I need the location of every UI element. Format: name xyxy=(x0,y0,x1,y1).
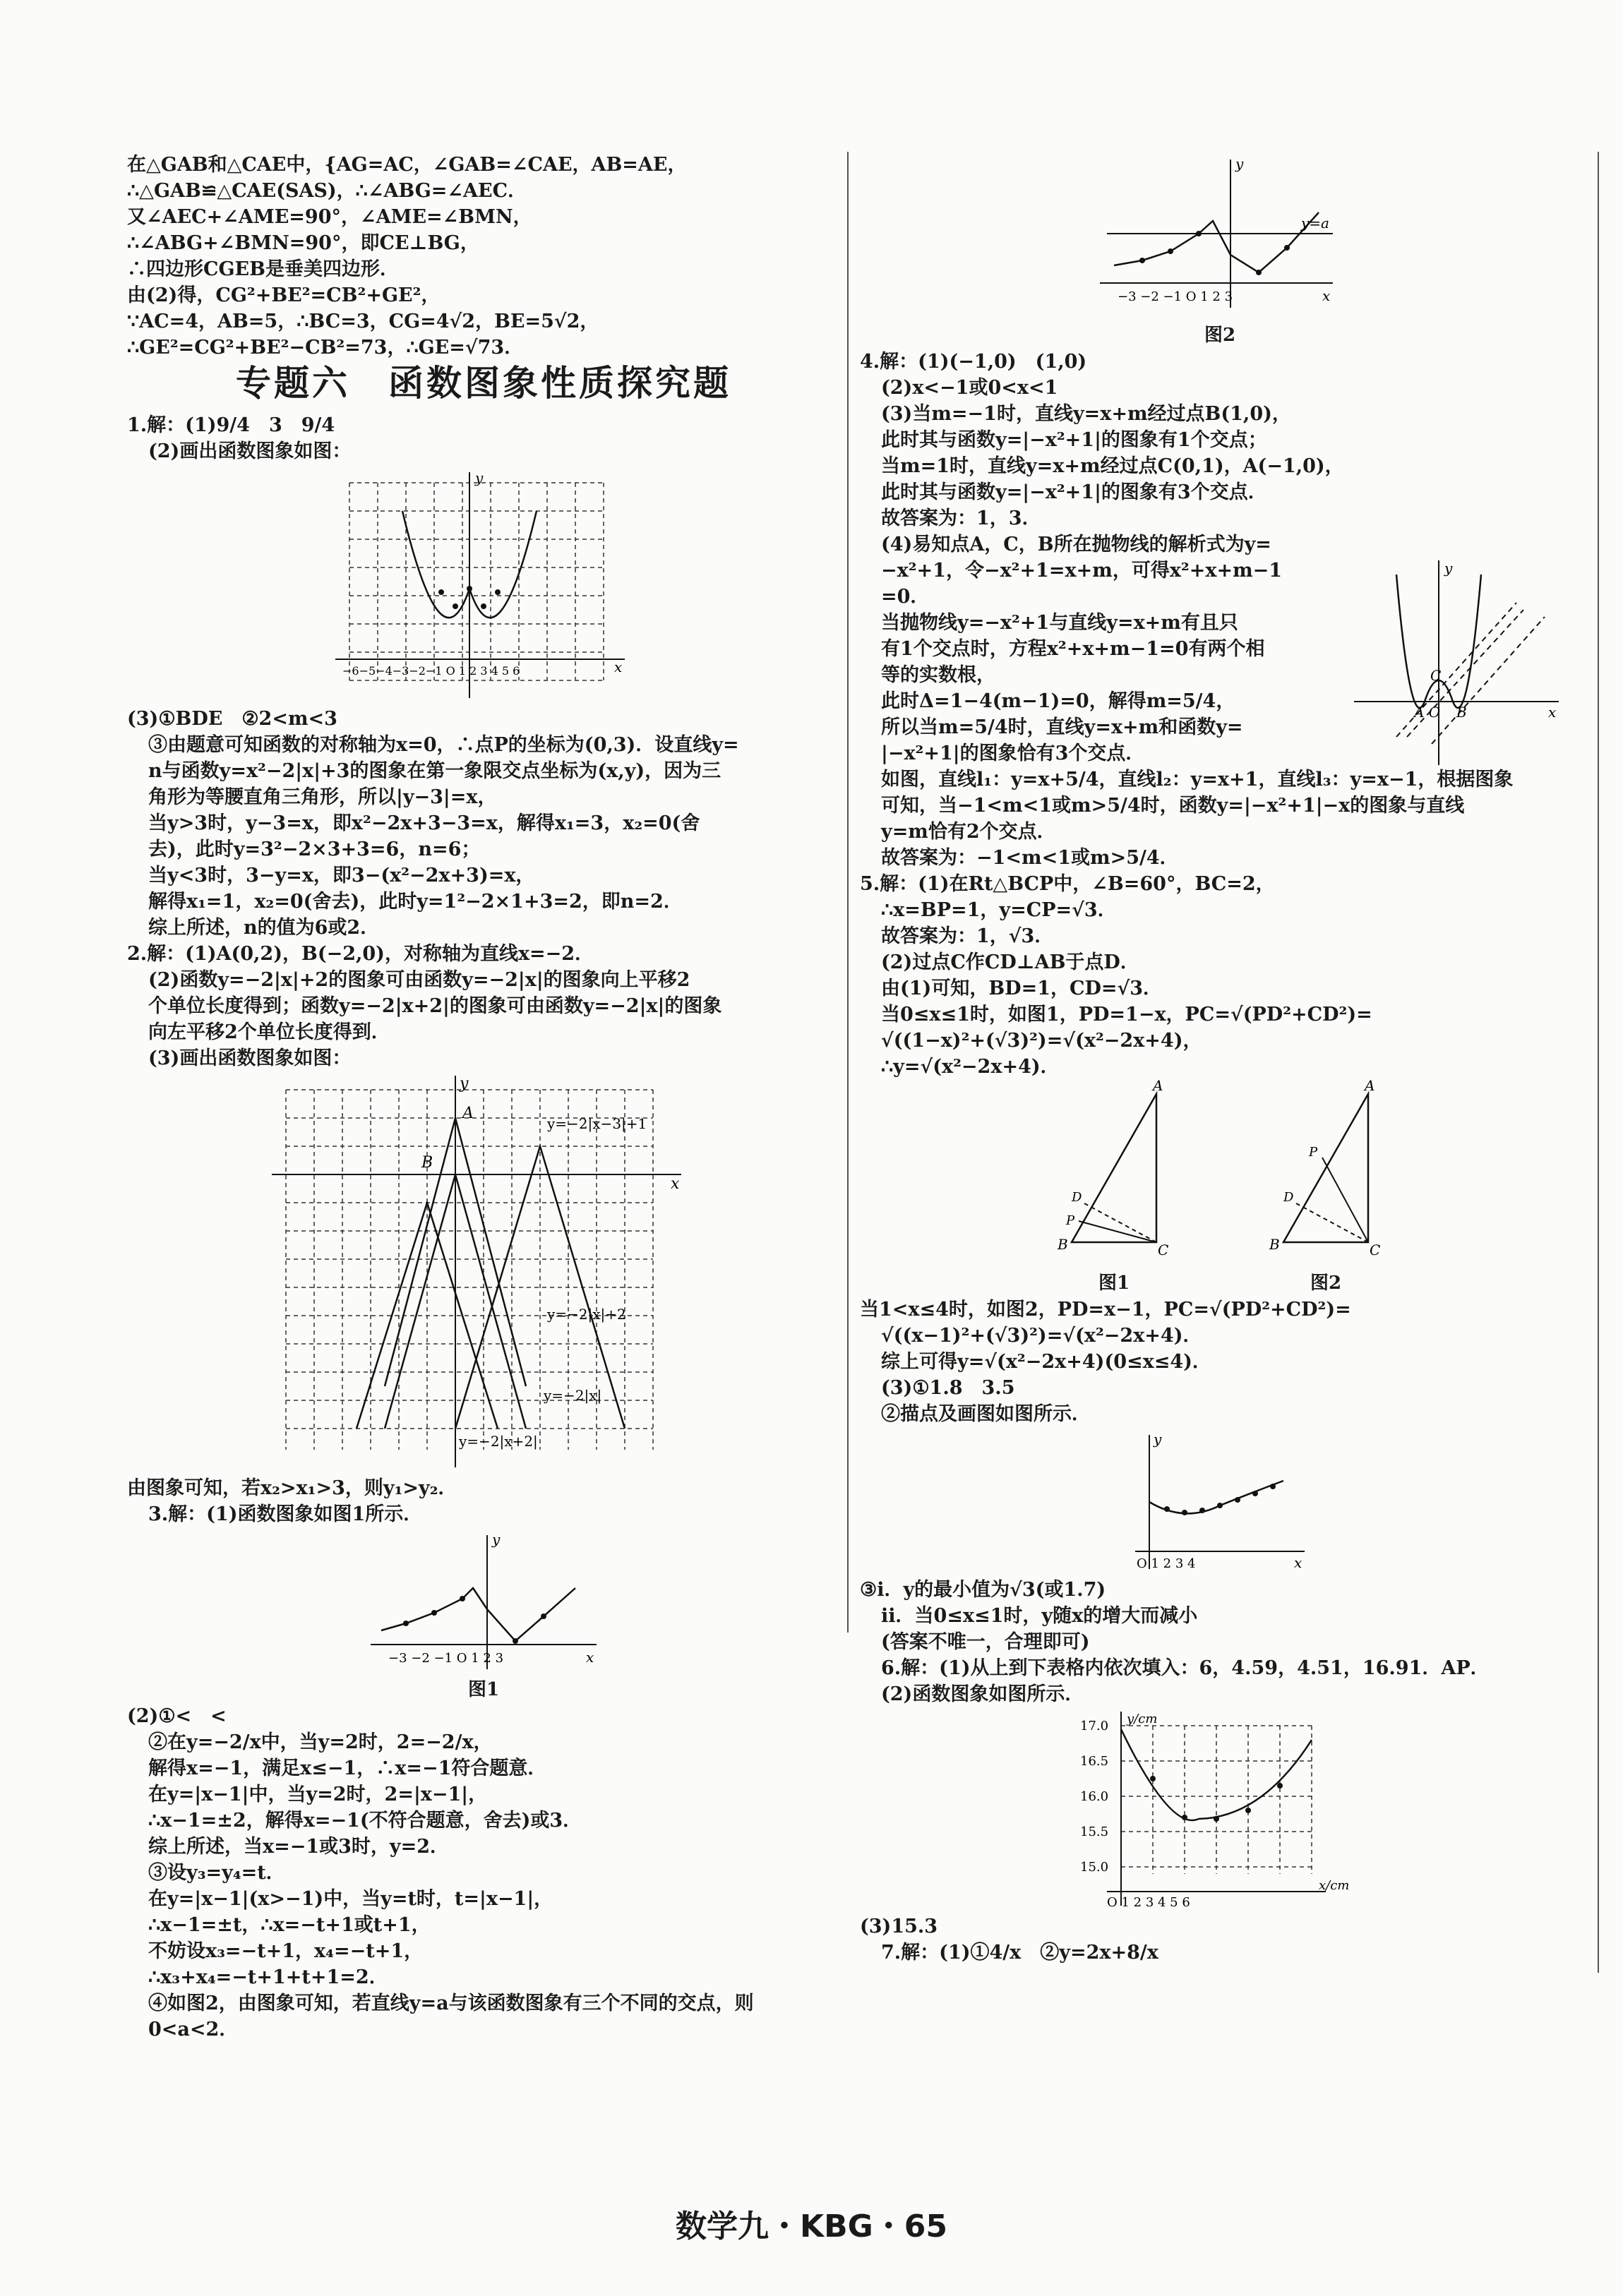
svg-text:y: y xyxy=(1154,1431,1162,1448)
text-line: (2)x<−1或0<x<1 xyxy=(881,377,1058,399)
text-line: 不妨设x₃=−t+1，x₄=−t+1， xyxy=(148,1940,424,1962)
svg-text:B: B xyxy=(421,1154,433,1172)
text-line: (2)①< < xyxy=(127,1705,227,1727)
text-line: −x²+1，令−x²+1=x+m，可得x²+x+m−1 xyxy=(881,560,1283,582)
text-line: 故答案为：−1<m<1或m>5/4． xyxy=(881,847,1179,869)
text-line: ∴△GAB≌△CAE(SAS)，∴∠ABG=∠AEC． xyxy=(127,180,527,202)
text-line: 此时其与函数y=|−x²+1|的图象有1个交点； xyxy=(881,429,1267,451)
text-line: ∴x−1=±t，∴x=−t+1或t+1， xyxy=(148,1914,431,1936)
svg-text:D: D xyxy=(1072,1190,1082,1205)
q5-figure-2-caption: 图2 xyxy=(1310,1273,1342,1294)
question-1 xyxy=(127,412,840,464)
text-line: 向左平移2个单位长度得到． xyxy=(148,1021,390,1043)
text-line: 角形为等腰直角三角形，所以|y−3|=x， xyxy=(148,786,497,808)
text-line: 2.解：(1)A(0,2)，B(−2,0)，对称轴为直线x=−2． xyxy=(127,943,594,965)
label-l2: y=−2|x|+2 xyxy=(547,1306,626,1323)
svg-text:A O: A O xyxy=(1414,704,1441,721)
text-line: 在y=|x−1|中，当y=2时，2=|x−1|， xyxy=(148,1784,488,1805)
right-column xyxy=(860,152,1580,1966)
text-line: (3)当m=−1时，直线y=x+m经过点B(1,0)， xyxy=(881,403,1291,425)
q4-parabola-graph xyxy=(1354,560,1566,772)
text-line: (3)①1.8 3.5 xyxy=(881,1377,1015,1399)
text-line: =0． xyxy=(881,586,930,608)
svg-text:B: B xyxy=(1269,1236,1280,1253)
text-line: 当0≤x≤1时，如图1，PD=1−x，PC=√(PD²+CD²)= xyxy=(881,1004,1372,1026)
text-line: ∵AC=4，AB=5，∴BC=3，CG=4√2，BE=5√2， xyxy=(127,311,599,332)
text-line: 此时Δ=1−4(m−1)=0，解得m=5/4， xyxy=(881,690,1235,712)
svg-text:B: B xyxy=(1058,1236,1068,1253)
svg-text:A: A xyxy=(1365,1080,1375,1094)
text-line: (2)画出函数图象如图： xyxy=(148,440,352,462)
text-line: 3.解：(1)函数图象如图1所示． xyxy=(148,1503,423,1525)
text-line: 可知，当−1<m<1或m>5/4时，函数y=|−x²+1|−x的图象与直线 xyxy=(881,795,1465,817)
label-l4: y=−2|x+2| xyxy=(459,1433,538,1450)
text-line: 个单位长度得到；函数y=−2|x+2|的图象可由函数y=−2|x|的图象 xyxy=(148,995,722,1017)
text-line: 当1<x≤4时，如图2，PD=x−1，PC=√(PD²+CD²)= xyxy=(860,1299,1351,1321)
text-line: ∴x=BP=1，y=CP=√3． xyxy=(881,899,1117,921)
svg-text:17.0: 17.0 xyxy=(1080,1719,1109,1733)
svg-text:y: y xyxy=(1235,156,1244,172)
text-line: ∴四边形CGEB是垂美四边形． xyxy=(127,258,399,280)
text-line: (2)函数图象如图所示． xyxy=(881,1683,1084,1705)
text-line: √((1−x)²+(√3)²)=√(x²−2x+4)， xyxy=(881,1030,1202,1052)
question-3-part2 xyxy=(127,1703,840,2043)
text-line: ③由题意可知函数的对称轴为x=0，∴点P的坐标为(0,3)．设直线y= xyxy=(148,734,739,756)
q3-figure-1-caption: 图1 xyxy=(467,1679,500,1700)
svg-text:15.5: 15.5 xyxy=(1080,1825,1109,1839)
q3-figure-2 xyxy=(1093,156,1347,318)
column-divider xyxy=(847,152,849,1633)
text-line: 综上所述，当x=−1或3时，y=2． xyxy=(148,1836,450,1858)
text-line: 等的实数根， xyxy=(881,664,995,686)
svg-text:A: A xyxy=(462,1105,474,1122)
next-page-edge xyxy=(1598,152,1623,1973)
question-2 xyxy=(127,941,840,1071)
svg-text:15.0: 15.0 xyxy=(1080,1860,1109,1875)
question-4-block xyxy=(860,349,1580,871)
q5-curve-graph xyxy=(1128,1431,1312,1573)
svg-text:P: P xyxy=(1309,1145,1318,1160)
text-line: ②在y=−2/x中，当y=2时，2=−2/x， xyxy=(148,1731,493,1753)
svg-text:D: D xyxy=(1283,1190,1294,1205)
text-line: 综上可得y=√(x²−2x+4)(0≤x≤4)． xyxy=(881,1351,1211,1373)
text-line: 由(1)可知，BD=1，CD=√3． xyxy=(881,978,1163,999)
svg-text:y: y xyxy=(460,1076,469,1093)
text-line: 4.解：(1)(−1,0) (1,0) xyxy=(860,351,1087,373)
svg-text:O 1 2 3 4: O 1 2 3 4 xyxy=(1137,1556,1196,1571)
text-line: ∴∠ABG+∠BMN=90°，即CE⊥BG， xyxy=(127,232,479,254)
q5-triangles xyxy=(860,1080,1580,1297)
text-line: |−x²+1|的图象恰有3个交点． xyxy=(881,743,1145,764)
svg-text:C: C xyxy=(1370,1242,1381,1258)
label-ycm: y/cm xyxy=(1127,1712,1158,1726)
text-line: ②描点及画图如图所示． xyxy=(881,1403,1091,1425)
svg-text:y: y xyxy=(1444,560,1453,577)
text-line: 由图象可知，若x₂>x₁>3，则y₁>y₂． xyxy=(127,1477,457,1499)
text-line: y=m恰有2个交点． xyxy=(881,821,1056,843)
text-line: 如图，直线l₁：y=x+5/4，直线l₂：y=x+1，直线l₃：y=x−1，根据图象 xyxy=(881,769,1514,791)
text-line: √((x−1)²+(√3)²)=√(x²−2x+4)． xyxy=(881,1325,1202,1347)
text-line: (4)易知点A，C，B所在抛物线的解析式为y= xyxy=(881,534,1271,555)
svg-text:x: x xyxy=(1548,704,1557,721)
question-6-7 xyxy=(860,1913,1580,1966)
q5-figure-1-caption: 图1 xyxy=(1098,1273,1130,1294)
svg-text:−3 −2 −1 O 1 2 3: −3 −2 −1 O 1 2 3 xyxy=(1118,289,1233,304)
question-5 xyxy=(860,871,1580,1080)
svg-text:x: x xyxy=(1294,1554,1302,1571)
q6-function-graph xyxy=(1079,1712,1361,1909)
q3-figure-1 xyxy=(364,1532,604,1673)
text-line: ∴GE²=CG²+BE²−CB²=73，∴GE=√73． xyxy=(127,337,524,359)
text-line: ③ⅰ．y的最小值为√3(或1.7) xyxy=(860,1579,1106,1601)
svg-text:16.5: 16.5 xyxy=(1080,1754,1109,1769)
svg-text:x: x xyxy=(1322,287,1331,304)
text-line: ∴x−1=±2，解得x=−1(不符合题意，舍去)或3． xyxy=(148,1810,582,1832)
q1-function-graph xyxy=(335,469,632,702)
svg-text:A: A xyxy=(1153,1080,1163,1094)
svg-text:O 1 2 3 4 5 6: O 1 2 3 4 5 6 xyxy=(1107,1895,1190,1909)
svg-text:x: x xyxy=(614,659,623,675)
text-line: 当y>3时，y−3=x，即x²−2x+3−3=x，解得x₁=3，x₂=0(舍 xyxy=(148,812,700,834)
text-line: 去)，此时y=3²−2×3+3=6，n=6； xyxy=(148,839,481,860)
text-line: 0<a<2． xyxy=(148,2019,239,2040)
svg-text:P: P xyxy=(1066,1213,1075,1228)
text-line: 所以当m=5/4时，直线y=x+m和函数y= xyxy=(881,716,1243,738)
text-line: 在△GAB和△CAE中，{AG=AC，∠GAB=∠CAE，AB=AE， xyxy=(127,154,687,176)
q2-function-graph xyxy=(272,1076,695,1471)
text-line: ⅱ．当0≤x≤1时，y随x的增大而减小 xyxy=(881,1605,1198,1627)
question-1-part3 xyxy=(127,706,840,941)
svg-text:B: B xyxy=(1456,704,1467,721)
label-l3: y=−2|x| xyxy=(544,1387,602,1404)
text-line: 故答案为：1，√3． xyxy=(881,925,1054,947)
svg-text:−3 −2 −1 O 1 2 3: −3 −2 −1 O 1 2 3 xyxy=(388,1651,504,1666)
text-line: (答案不唯一，合理即可) xyxy=(881,1631,1090,1653)
text-line: (2)函数y=−2|x|+2的图象可由函数y=−2|x|的图象向上平移2 xyxy=(148,969,690,991)
text-line: 6.解：(1)从上到下表格内依次填入：6，4.59，4.51，16.91．AP． xyxy=(881,1657,1490,1679)
q3-figure-2-caption: 图2 xyxy=(1204,325,1236,346)
text-line: ∴y=√(x²−2x+4)． xyxy=(881,1056,1060,1078)
svg-text:−6−5−4−3−2−1 O 1 2 3 4 5 6: −6−5−4−3−2−1 O 1 2 3 4 5 6 xyxy=(342,664,520,678)
label-xcm: x/cm xyxy=(1319,1878,1350,1893)
svg-text:y: y xyxy=(475,469,484,486)
text-line: 有1个交点时，方程x²+x+m−1=0有两个相 xyxy=(881,638,1265,660)
section-title: 专题六 函数图象性质探究题 xyxy=(236,363,731,404)
text-line: 故答案为：1，3． xyxy=(881,507,1041,529)
text-line: 当抛物线y=−x²+1与直线y=x+m有且只 xyxy=(881,612,1238,634)
text-line: 由(2)得，CG²+BE²=CB²+GE²， xyxy=(127,284,441,306)
text-line: 综上所述，n的值为6或2． xyxy=(148,917,380,939)
text-line: ∴x₃+x₄=−t+1+t+1=2． xyxy=(148,1966,388,1988)
continued-solution xyxy=(127,152,840,361)
q5-figure-1 xyxy=(1050,1080,1178,1297)
question-5-part2b xyxy=(860,1297,1580,1427)
page-footer: 数学九・KBG・65 xyxy=(676,2208,947,2244)
svg-text:y: y xyxy=(492,1532,501,1548)
text-line: ③设y₃=y₄=t． xyxy=(148,1862,285,1884)
text-line: 5.解：(1)在Rt△BCP中，∠B=60°，BC=2， xyxy=(860,873,1275,895)
text-line: 解得x₁=1，x₂=0(舍去)，此时y=1²−2×1+3=2，即n=2． xyxy=(148,891,683,913)
text-line: 此时其与函数y=|−x²+1|的图象有3个交点． xyxy=(881,481,1267,503)
text-line: 当m=1时，直线y=x+m经过点C(0,1)，A(−1,0)， xyxy=(881,455,1344,477)
q5-figure-2 xyxy=(1262,1080,1389,1297)
text-line: (3)画出函数图象如图： xyxy=(148,1047,352,1069)
text-line: 7.解：(1)①4/x ②y=2x+8/x xyxy=(881,1942,1158,1964)
text-line: 在y=|x−1|(x>−1)中，当y=t时，t=|x−1|， xyxy=(148,1888,553,1910)
svg-text:C: C xyxy=(1430,667,1442,684)
question-5-part3 xyxy=(860,1577,1580,1707)
svg-text:16.0: 16.0 xyxy=(1080,1789,1109,1804)
left-column xyxy=(127,152,840,2043)
label-ya: y=a xyxy=(1301,215,1329,232)
text-line: (3)①BDE ②2<m<3 xyxy=(127,708,337,730)
label-l1: y=−2|x−3|+1 xyxy=(547,1115,647,1132)
svg-text:C: C xyxy=(1158,1242,1169,1258)
text-line: n与函数y=x²−2|x|+3的图象在第一象限交点坐标为(x,y)，因为三 xyxy=(148,760,721,782)
text-line: (2)过点C作CD⊥AB于点D． xyxy=(881,951,1139,973)
svg-text:x: x xyxy=(586,1649,594,1666)
text-line: ④如图2，由图象可知，若直线y=a与该函数图象有三个不同的交点，则 xyxy=(148,1993,754,2014)
text-line: 又∠AEC+∠AME=90°，∠AME=∠BMN， xyxy=(127,206,532,228)
svg-text:x: x xyxy=(671,1175,680,1193)
question-2-conclusion xyxy=(127,1475,840,1527)
text-line: 当y<3时，3−y=x，即3−(x²−2x+3)=x， xyxy=(148,865,535,886)
text-line: 1.解：(1)9/4 3 9/4 xyxy=(127,414,335,436)
text-line: 解得x=−1，满足x≤−1，∴x=−1符合题意． xyxy=(148,1757,547,1779)
text-line: (3)15.3 xyxy=(860,1916,938,1937)
